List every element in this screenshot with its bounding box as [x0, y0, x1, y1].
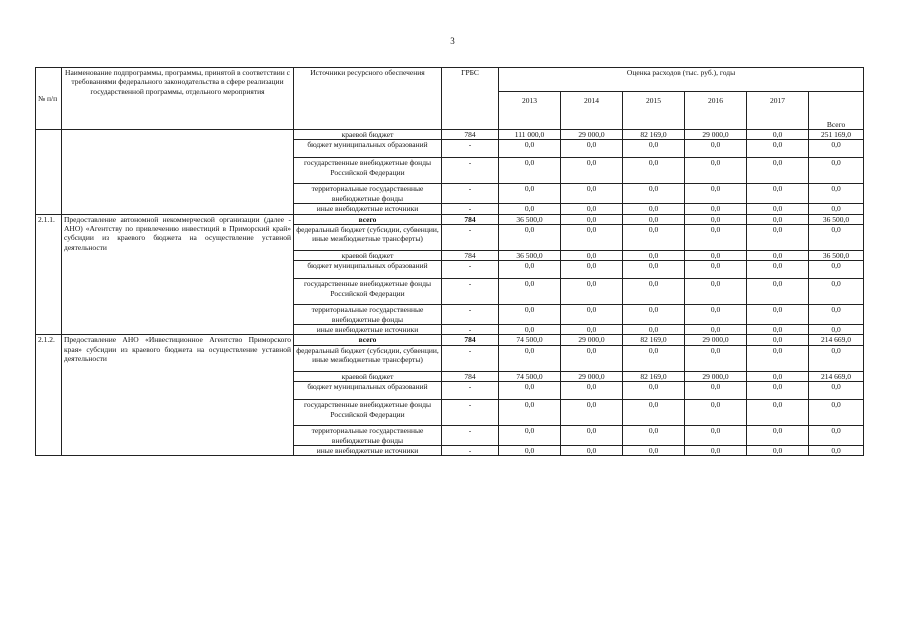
item-name: [62, 130, 294, 215]
year-value: 0,0: [623, 204, 685, 214]
grbs-code: 784: [442, 214, 499, 224]
total-value: 214 669,0: [809, 335, 864, 345]
item-name: Предоставление автономной некоммерческой организации (далее - АНО) «Агентству по привлечению инвестиций в Приморский край» субсидии из краевого бюджета на осуществление уставной деятельности: [62, 214, 294, 335]
header-year: 2017: [747, 92, 809, 130]
grbs-code: -: [442, 261, 499, 279]
year-value: 0,0: [499, 305, 561, 325]
year-value: 0,0: [685, 325, 747, 335]
total-value: 0,0: [809, 400, 864, 426]
grbs-code: -: [442, 204, 499, 214]
year-value: 0,0: [747, 400, 809, 426]
total-value: 0,0: [809, 426, 864, 446]
year-value: 0,0: [623, 261, 685, 279]
year-value: 29 000,0: [561, 371, 623, 381]
year-value: 0,0: [561, 261, 623, 279]
year-value: 0,0: [623, 305, 685, 325]
year-value: 0,0: [499, 400, 561, 426]
year-value: 0,0: [623, 279, 685, 305]
year-value: 0,0: [747, 371, 809, 381]
year-value: 0,0: [623, 158, 685, 184]
year-value: 0,0: [561, 382, 623, 400]
year-value: 36 500,0: [499, 214, 561, 224]
year-value: 0,0: [561, 426, 623, 446]
funding-source: территориальные государственные внебюджетные фонды: [294, 426, 442, 446]
header-num: № п/п: [36, 68, 62, 130]
total-value: 0,0: [809, 325, 864, 335]
year-value: 0,0: [561, 214, 623, 224]
table-body: [36, 130, 864, 456]
year-value: 0,0: [747, 426, 809, 446]
grbs-code: -: [442, 158, 499, 184]
header-year: 2014: [561, 92, 623, 130]
year-value: 0,0: [685, 184, 747, 204]
page-number: 3: [450, 36, 455, 46]
year-value: 0,0: [747, 250, 809, 260]
year-value: 0,0: [499, 261, 561, 279]
year-value: 0,0: [747, 214, 809, 224]
total-value: 251 169,0: [809, 130, 864, 140]
header-name: Наименование подпрограммы, программы, принятой в соответствии с требованиями федерального законодательства в сфере реализации государственной программы, отдельного мероприятия: [62, 68, 294, 130]
year-value: 36 500,0: [499, 250, 561, 260]
total-value: 0,0: [809, 445, 864, 455]
total-value: 0,0: [809, 184, 864, 204]
year-value: 29 000,0: [685, 371, 747, 381]
year-value: 74 500,0: [499, 371, 561, 381]
year-value: 0,0: [499, 158, 561, 184]
year-value: 29 000,0: [685, 130, 747, 140]
grbs-code: -: [442, 140, 499, 158]
total-value: 214 669,0: [809, 371, 864, 381]
year-value: 0,0: [561, 345, 623, 371]
year-value: 0,0: [561, 305, 623, 325]
total-value: 0,0: [809, 204, 864, 214]
year-value: 0,0: [623, 345, 685, 371]
header-source: Источники ресурсного обеспечения: [294, 68, 442, 130]
year-value: 0,0: [685, 426, 747, 446]
funding-source: краевой бюджет: [294, 371, 442, 381]
year-value: 0,0: [623, 224, 685, 250]
header-year: 2013: [499, 92, 561, 130]
table-row: [36, 130, 864, 140]
year-value: 0,0: [499, 204, 561, 214]
year-value: 0,0: [561, 140, 623, 158]
year-value: 111 000,0: [499, 130, 561, 140]
grbs-code: -: [442, 305, 499, 325]
year-value: 0,0: [499, 445, 561, 455]
year-value: 0,0: [747, 224, 809, 250]
total-value: 0,0: [809, 224, 864, 250]
year-value: 0,0: [623, 325, 685, 335]
year-value: 0,0: [685, 279, 747, 305]
total-value: 0,0: [809, 140, 864, 158]
year-value: 0,0: [499, 279, 561, 305]
header-year: 2015: [623, 92, 685, 130]
year-value: 0,0: [747, 325, 809, 335]
funding-source: территориальные государственные внебюджетные фонды: [294, 184, 442, 204]
year-value: 0,0: [561, 184, 623, 204]
year-value: 0,0: [747, 445, 809, 455]
grbs-code: -: [442, 400, 499, 426]
item-number: 2.1.1.: [36, 214, 62, 335]
year-value: 0,0: [561, 325, 623, 335]
year-value: 0,0: [747, 204, 809, 214]
header-total: Всего: [809, 92, 864, 130]
year-value: 0,0: [685, 250, 747, 260]
year-value: 0,0: [685, 261, 747, 279]
year-value: 82 169,0: [623, 335, 685, 345]
year-value: 29 000,0: [685, 335, 747, 345]
year-value: 0,0: [685, 214, 747, 224]
funding-source: краевой бюджет: [294, 250, 442, 260]
funding-source: краевой бюджет: [294, 130, 442, 140]
year-value: 74 500,0: [499, 335, 561, 345]
year-value: 0,0: [561, 279, 623, 305]
year-value: 0,0: [685, 400, 747, 426]
year-value: 0,0: [561, 400, 623, 426]
item-number: 2.1.2.: [36, 335, 62, 456]
table-row: [36, 335, 864, 345]
grbs-code: -: [442, 224, 499, 250]
year-value: 0,0: [623, 184, 685, 204]
year-value: 0,0: [623, 426, 685, 446]
year-value: 0,0: [499, 345, 561, 371]
total-value: 0,0: [809, 158, 864, 184]
year-value: 0,0: [561, 224, 623, 250]
year-value: 0,0: [747, 140, 809, 158]
year-value: 0,0: [685, 382, 747, 400]
year-value: 0,0: [747, 345, 809, 371]
year-value: 0,0: [747, 261, 809, 279]
year-value: 29 000,0: [561, 130, 623, 140]
year-value: 0,0: [499, 140, 561, 158]
year-value: 0,0: [685, 305, 747, 325]
year-value: 0,0: [685, 204, 747, 214]
funding-source: бюджет муниципальных образований: [294, 140, 442, 158]
grbs-code: 784: [442, 371, 499, 381]
grbs-code: -: [442, 279, 499, 305]
grbs-code: -: [442, 325, 499, 335]
total-value: 0,0: [809, 382, 864, 400]
year-value: 0,0: [685, 445, 747, 455]
year-value: 0,0: [623, 400, 685, 426]
funding-source: территориальные государственные внебюджетные фонды: [294, 305, 442, 325]
year-value: 0,0: [685, 224, 747, 250]
year-value: 0,0: [499, 224, 561, 250]
funding-source: бюджет муниципальных образований: [294, 382, 442, 400]
year-value: 0,0: [623, 382, 685, 400]
year-value: 0,0: [747, 335, 809, 345]
grbs-code: -: [442, 345, 499, 371]
item-number: [36, 130, 62, 215]
header-estimate: Оценка расходов (тыс. руб.), годы: [499, 68, 864, 92]
grbs-code: 784: [442, 250, 499, 260]
year-value: 0,0: [499, 184, 561, 204]
year-value: 0,0: [561, 250, 623, 260]
year-value: 0,0: [623, 250, 685, 260]
total-value: 0,0: [809, 279, 864, 305]
year-value: 82 169,0: [623, 371, 685, 381]
funding-source: иные внебюджетные источники: [294, 445, 442, 455]
funding-source: федеральный бюджет (субсидии, субвенции, иные межбюджетные трансферты): [294, 224, 442, 250]
funding-source: государственные внебюджетные фонды Российской Федерации: [294, 158, 442, 184]
year-value: 0,0: [561, 204, 623, 214]
grbs-code: 784: [442, 130, 499, 140]
year-value: 0,0: [747, 130, 809, 140]
year-value: 82 169,0: [623, 130, 685, 140]
funding-source: федеральный бюджет (субсидии, субвенции, иные межбюджетные трансферты): [294, 345, 442, 371]
item-name: Предоставление АНО «Инвестиционное Агентство Приморского края» субсидии из краевого бюджета на осуществление уставной деятельности: [62, 335, 294, 456]
funding-source: иные внебюджетные источники: [294, 325, 442, 335]
total-value: 36 500,0: [809, 250, 864, 260]
grbs-code: -: [442, 382, 499, 400]
year-value: 0,0: [685, 158, 747, 184]
year-value: 0,0: [499, 325, 561, 335]
total-value: 0,0: [809, 305, 864, 325]
budget-table: [35, 67, 864, 456]
funding-source: государственные внебюджетные фонды Российской Федерации: [294, 400, 442, 426]
year-value: 0,0: [747, 305, 809, 325]
year-value: 0,0: [561, 158, 623, 184]
year-value: 0,0: [499, 426, 561, 446]
table-row: [36, 214, 864, 224]
funding-source: государственные внебюджетные фонды Российской Федерации: [294, 279, 442, 305]
year-value: 0,0: [561, 445, 623, 455]
year-value: 0,0: [747, 158, 809, 184]
funding-source: всего: [294, 335, 442, 345]
year-value: 0,0: [747, 279, 809, 305]
total-value: 0,0: [809, 261, 864, 279]
funding-source: иные внебюджетные источники: [294, 204, 442, 214]
grbs-code: -: [442, 426, 499, 446]
year-value: 29 000,0: [561, 335, 623, 345]
funding-source: бюджет муниципальных образований: [294, 261, 442, 279]
grbs-code: -: [442, 445, 499, 455]
year-value: 0,0: [747, 184, 809, 204]
year-value: 0,0: [623, 140, 685, 158]
year-value: 0,0: [499, 382, 561, 400]
year-value: 0,0: [623, 445, 685, 455]
header-year: 2016: [685, 92, 747, 130]
header-grbs: ГРБС: [442, 68, 499, 130]
total-value: 36 500,0: [809, 214, 864, 224]
funding-source: всего: [294, 214, 442, 224]
year-value: 0,0: [685, 345, 747, 371]
year-value: 0,0: [685, 140, 747, 158]
total-value: 0,0: [809, 345, 864, 371]
year-value: 0,0: [623, 214, 685, 224]
year-value: 0,0: [747, 382, 809, 400]
grbs-code: -: [442, 184, 499, 204]
grbs-code: 784: [442, 335, 499, 345]
